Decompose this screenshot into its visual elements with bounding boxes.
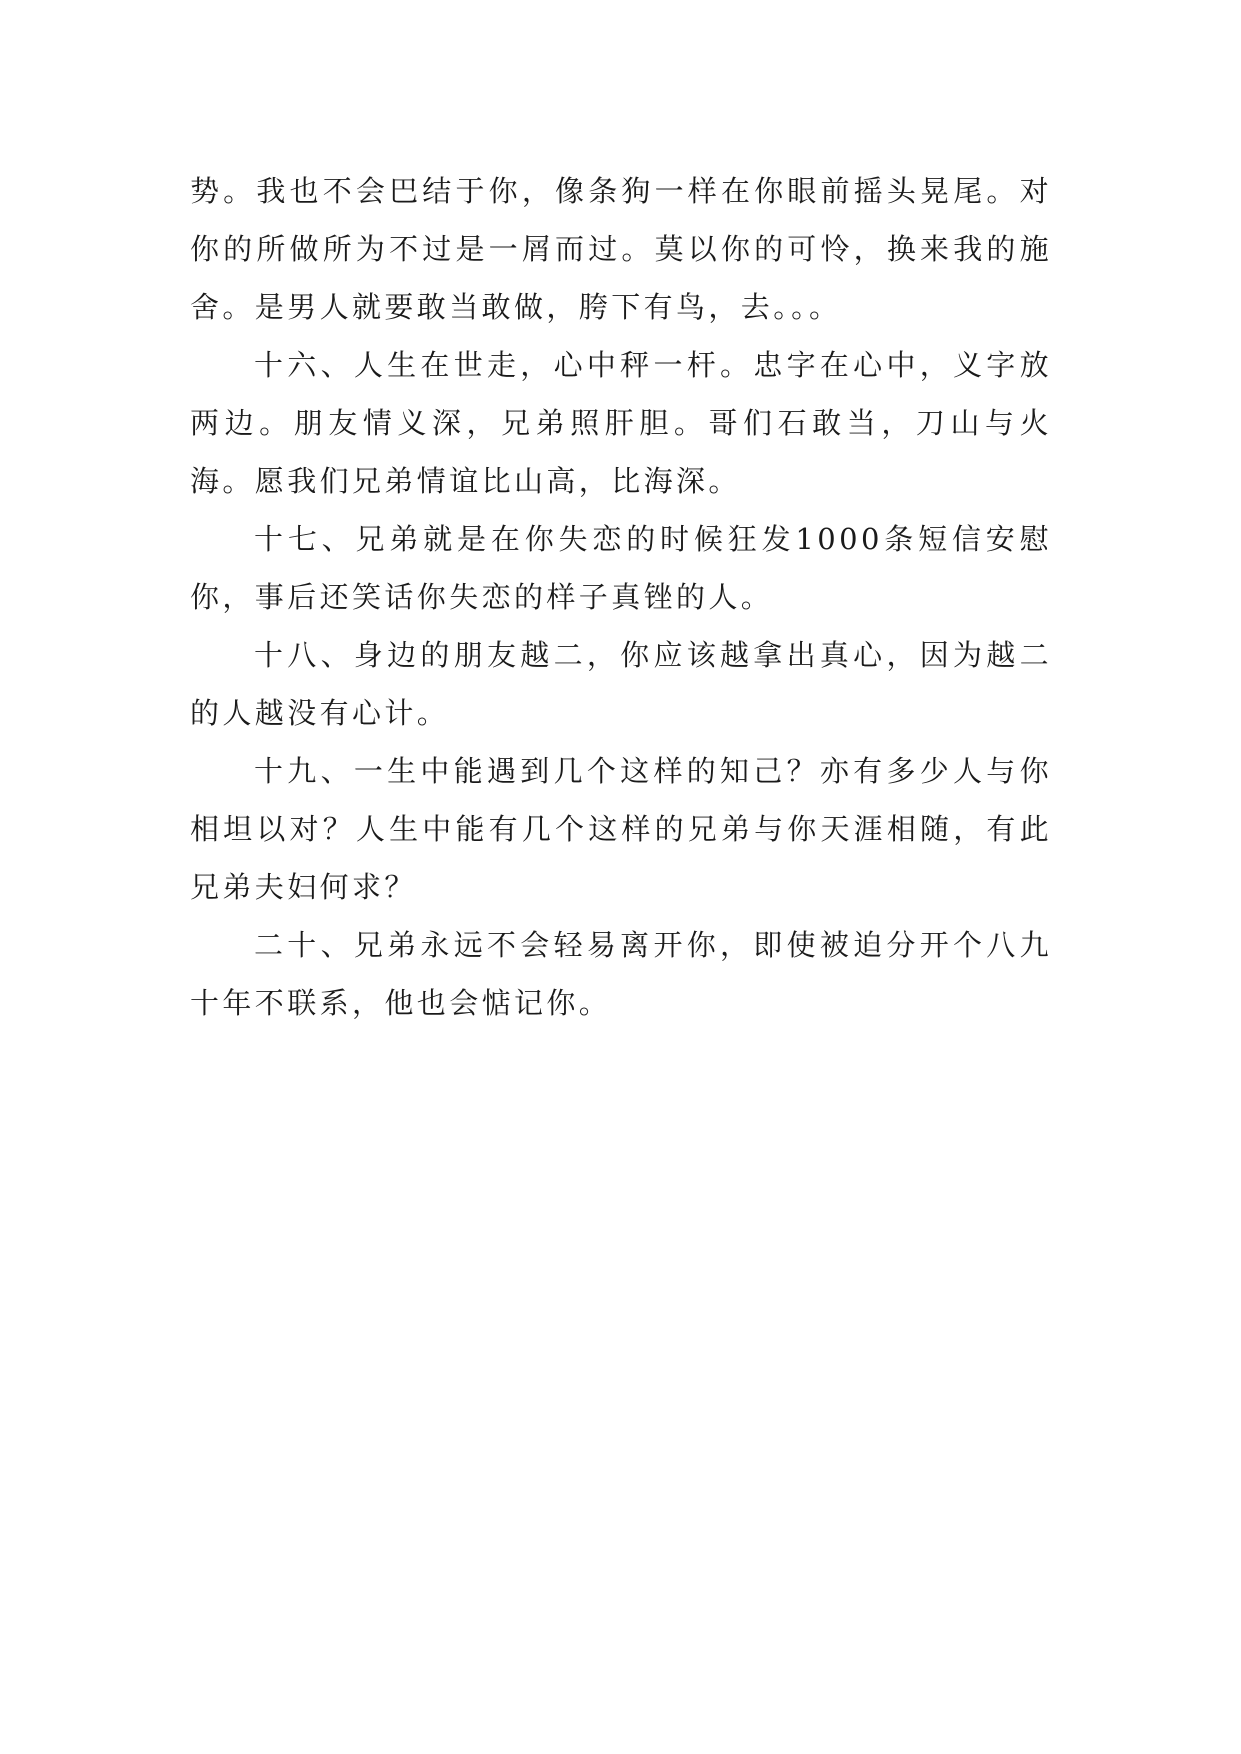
paragraph-18: 十八、身边的朋友越二，你应该越拿出真心，因为越二的人越没有心计。: [190, 638, 1052, 730]
paragraph-19: 十九、一生中能遇到几个这样的知己？亦有多少人与你相坦以对？人生中能有几个这样的兄弟与你天涯相随，有此兄弟夫妇何求？: [190, 754, 1052, 904]
paragraph-continuation: 势。我也不会巴结于你，像条狗一样在你眼前摇头晃尾。对你的所做所为不过是一屑而过。莫以你的可怜，换来我的施舍。是男人就要敢当敢做，胯下有鸟，去。。。: [190, 174, 1052, 324]
paragraph-20: 二十、兄弟永远不会轻易离开你，即使被迫分开个八九十年不联系，他也会惦记你。: [190, 928, 1052, 1020]
paragraph-17: 十七、兄弟就是在你失恋的时候狂发1000条短信安慰你，事后还笑话你失恋的样子真锉的人。: [190, 522, 1052, 614]
document-body: [190, 162, 1052, 1032]
paragraph-16: 十六、人生在世走，心中秤一杆。忠字在心中，义字放两边。朋友情义深，兄弟照肝胆。哥们石敢当，刀山与火海。愿我们兄弟情谊比山高，比海深。: [190, 348, 1052, 498]
